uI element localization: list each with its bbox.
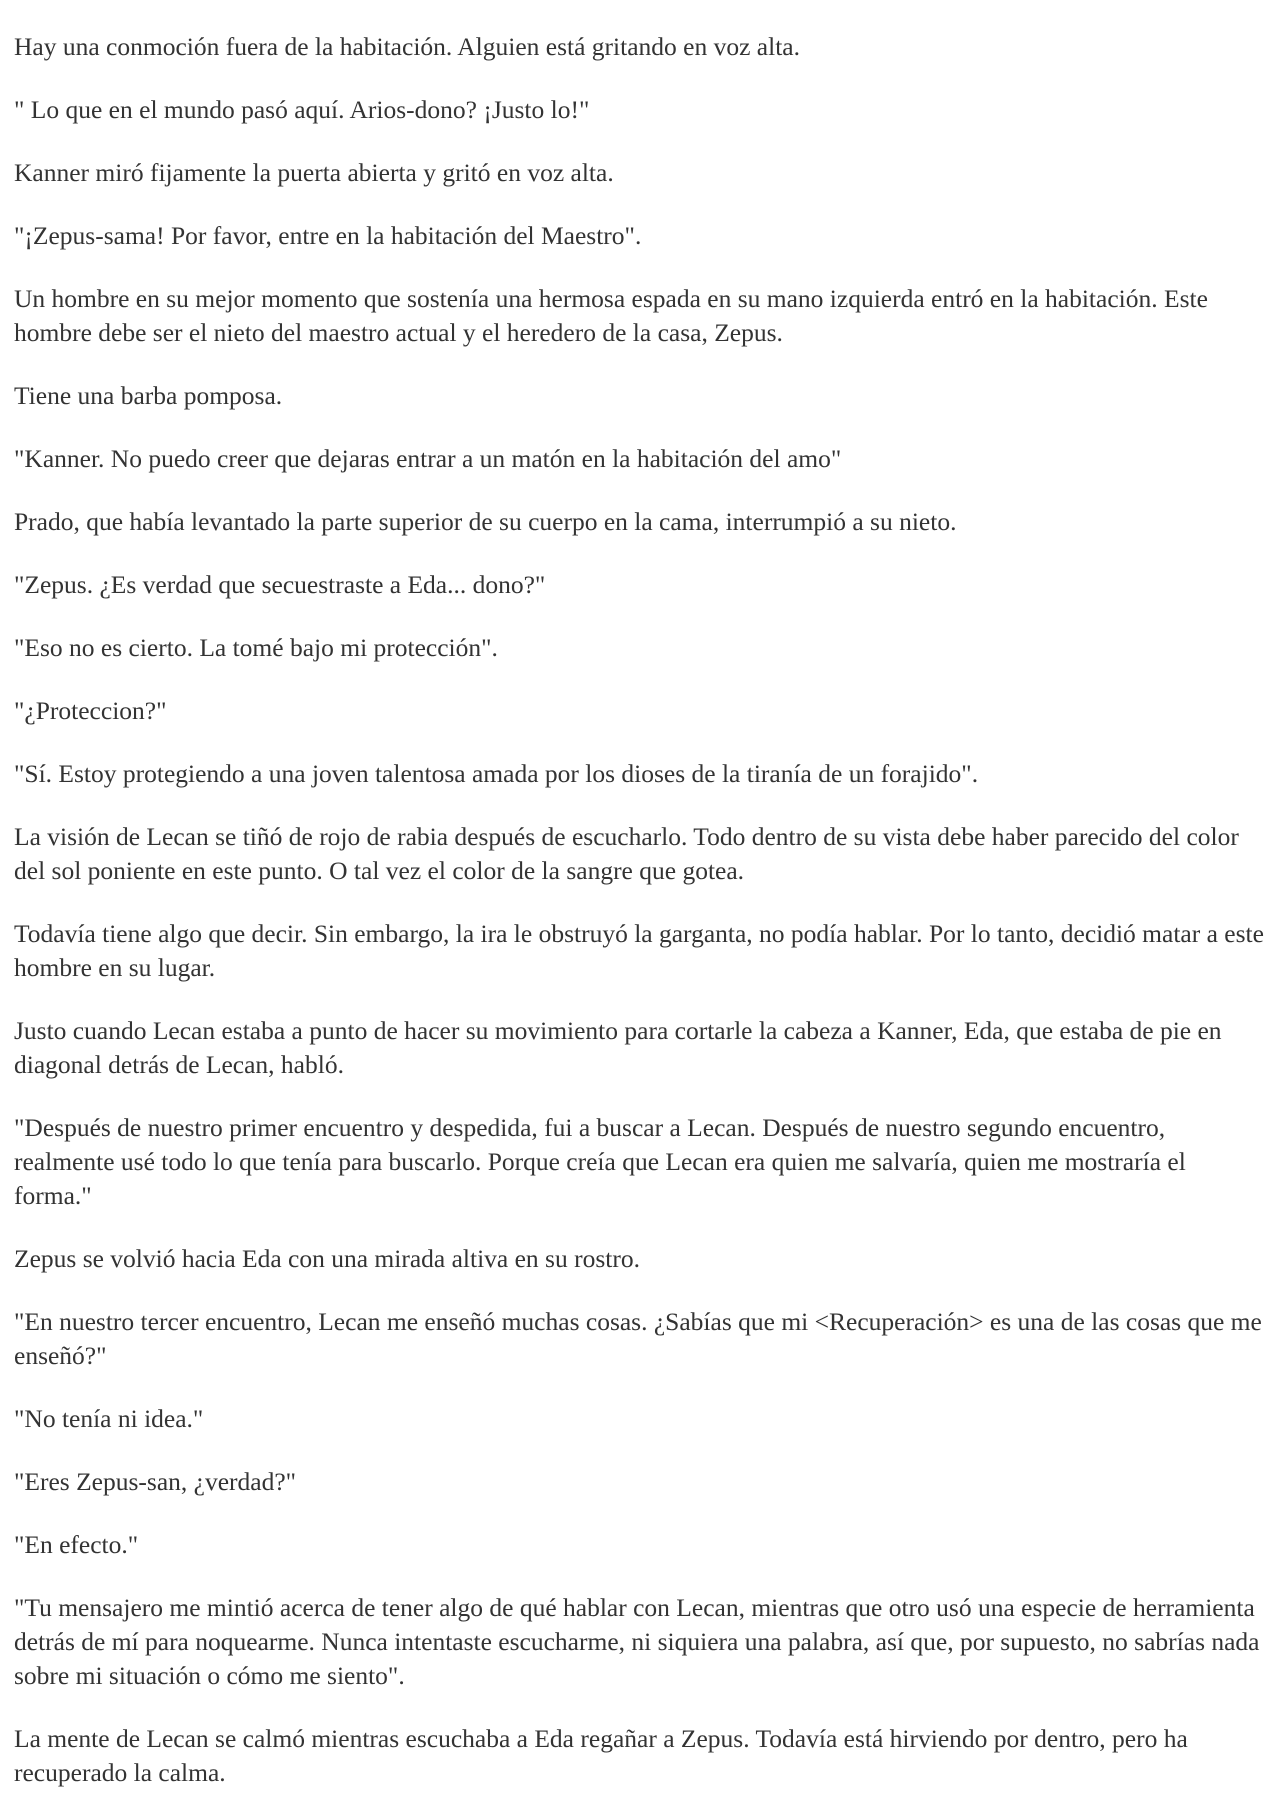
paragraph: Un hombre en su mejor momento que sostenía una hermosa espada en su mano izquierda entró en la habitación. Este hombre debe ser el nieto del maestro actual y el heredero de la casa, Zepus. [14,284,1208,347]
paragraph: "En efecto." [14,1530,139,1559]
paragraph: "Kanner. No puedo creer que dejaras entrar a un matón en la habitación del amo" [14,444,842,473]
paragraph: "Eres Zepus-san, ¿verdad?" [14,1467,297,1496]
paragraph: "Tu mensajero me mintió acerca de tener algo de qué hablar con Lecan, mientras que otro usó una especie de herramienta detrás de mí para noquearme. Nunca intentaste escucharme, ni siquiera una palabra, así que, por supuesto, no sabrías nada sobre mi situación o cómo me siento". [14,1593,1260,1690]
paragraph: " Lo que en el mundo pasó aquí. Arios-dono? ¡Justo lo!" [14,95,590,124]
paragraph: "No tenía ni idea." [14,1404,204,1433]
paragraph: "Eso no es cierto. La tomé bajo mi protección". [14,633,498,662]
paragraph: "Sí. Estoy protegiendo a una joven talentosa amada por los dioses de la tiranía de un forajido". [14,759,979,788]
paragraph: "¡Zepus-sama! Por favor, entre en la habitación del Maestro". [14,221,642,250]
paragraph: "¿Proteccion?" [14,696,167,725]
paragraph: "En nuestro tercer encuentro, Lecan me enseñó muchas cosas. ¿Sabías que mi <Recuperación> es una de las cosas que me enseñó?" [14,1307,1262,1370]
paragraph: Prado, que había levantado la parte superior de su cuerpo en la cama, interrumpió a su nieto. [14,507,957,536]
paragraph: Tiene una barba pomposa. [14,381,283,410]
paragraph: Todavía tiene algo que decir. Sin embargo, la ira le obstruyó la garganta, no podía hablar. Por lo tanto, decidió matar a este hombre en su lugar. [14,919,1264,982]
paragraph: Kanner miró fijamente la puerta abierta y gritó en voz alta. [14,158,614,187]
paragraph: "Zepus. ¿Es verdad que secuestraste a Eda... dono?" [14,570,546,599]
paragraph: La visión de Lecan se tiñó de rojo de rabia después de escucharlo. Todo dentro de su vista debe haber parecido del color del sol poniente en este punto. O tal vez el color de la sangre que gotea. [14,822,1239,885]
paragraph: Zepus se volvió hacia Eda con una mirada altiva en su rostro. [14,1244,640,1273]
paragraph: La mente de Lecan se calmó mientras escuchaba a Eda regañar a Zepus. Todavía está hirviendo por dentro, pero ha recuperado la calma. [14,1724,1188,1787]
paragraph: Justo cuando Lecan estaba a punto de hacer su movimiento para cortarle la cabeza a Kanner, Eda, que estaba de pie en diagonal detrás de Lecan, habló. [14,1016,1222,1079]
paragraph: Hay una conmoción fuera de la habitación. Alguien está gritando en voz alta. [14,32,800,61]
paragraph: "Después de nuestro primer encuentro y despedida, fui a buscar a Lecan. Después de nuestro segundo encuentro, realmente usé todo lo que tenía para buscarlo. Porque creía que Lecan era quien me salvaría, quien me mostraría el forma." [14,1113,1186,1210]
